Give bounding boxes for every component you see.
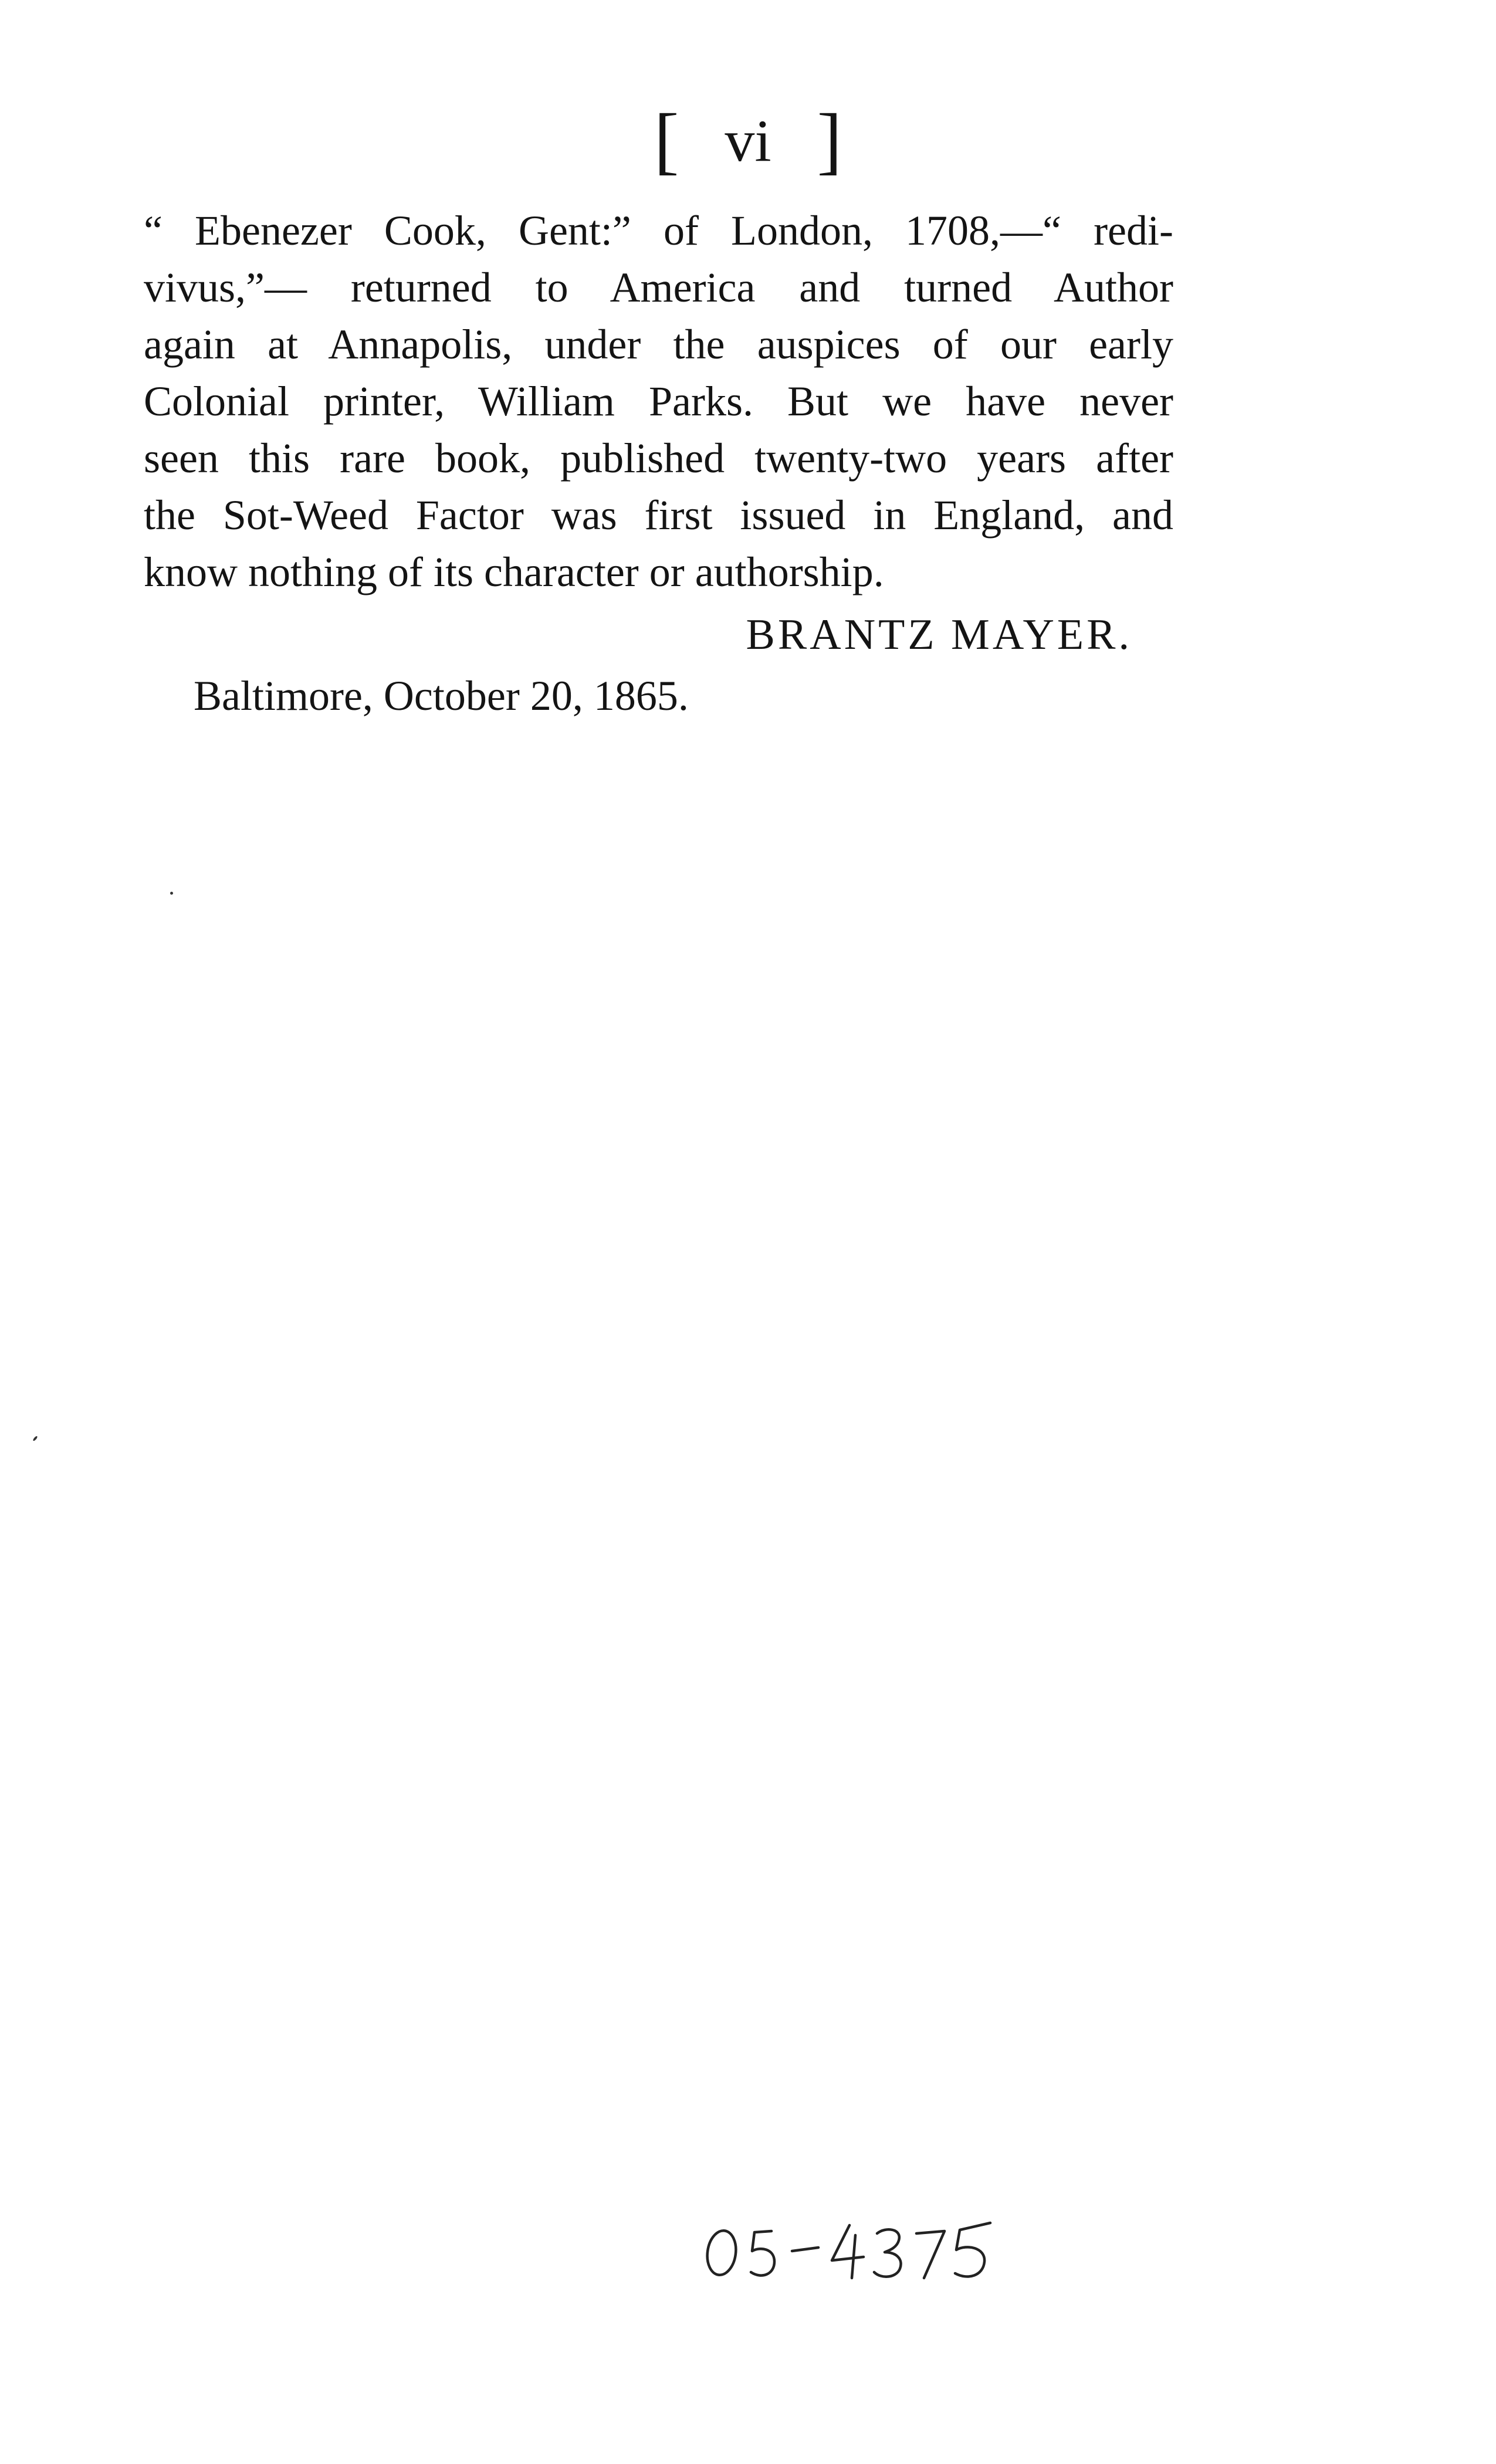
page-number-value: vi [725,108,771,174]
dateline: Baltimore, October 20, 1865. [194,672,689,719]
author-signature: BRANTZ MAYER. [746,611,1132,659]
body-line-7: know nothing of its character or authorship. [144,549,884,595]
handwritten-accession-number [698,2203,1050,2291]
page-number [0,99,1496,182]
body-line-1: “ Ebenezer Cook, Gent:” of London, 1708,—“ redi- [144,207,1173,254]
scan-speck [170,892,173,895]
body-line-4: Colonial printer, William Parks. But we have never [144,378,1173,425]
page-number-bracket-open: [ [654,99,679,182]
body-line-5: seen this rare book, published twenty-two years after [144,435,1173,482]
body-paragraph [144,202,1173,601]
page-number-bracket-close: ] [817,99,842,182]
body-line-3: again at Annapolis, under the auspices of our early [144,321,1173,368]
body-line-2: vivus,”— returned to America and turned Author [144,264,1173,311]
scan-speck [32,1436,38,1441]
body-line-6: the Sot-Weed Factor was first issued in England, and [144,492,1173,539]
